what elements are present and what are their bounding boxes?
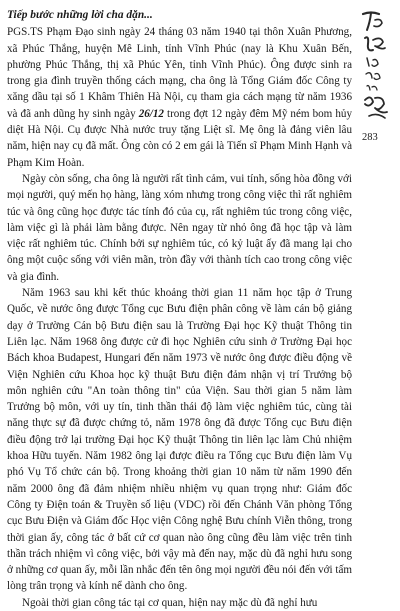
paragraph-1-text-b: trong đợt 12 ngày đêm Mỹ ném bom hủy diệt Hà Nội. Cụ được Nhà nước truy tặng Liệt sĩ. Mẹ ông là đảng viên lâu năm, hiện nay cụ đã mất. Ông còn có 2 em gái là Tiến sĩ Phạm Minh Hạnh và Phạm Kim Hoàn. [7, 107, 352, 169]
paragraph-1-text-a: PGS.TS Phạm Đạo sinh ngày 24 tháng 03 năm 1940 tại thôn Xuân Phương, xã Phúc Thắng, huyện Mê Linh, tỉnh Vĩnh Phúc (nay là Khu Xuân Bến, phường Phúc Thắng, thị xã Phúc Yên, tỉnh Vĩnh Phúc). Ông được sinh ra trong gia đình truyền thống cách mạng, cha ông là Tổng Giám đốc Công ty xăng dầu tại số 1 Khâm Thiên Hà Nội, cụ tham gia cách mạng từ năm 1936 và đã anh dũng hy sinh ngày [7, 26, 352, 120]
side-calligraphy-title [357, 8, 395, 128]
page-body [7, 7, 352, 611]
paragraph-1 [7, 24, 352, 171]
paragraph-4: Ngoài thời gian công tác tại cơ quan, hiện nay mặc dù đã nghỉ hưu [22, 596, 318, 609]
section-heading: Tiếp bước những lời cha dặn... [7, 9, 153, 21]
page-number: 283 [362, 132, 378, 143]
calligraphy-title-logo [357, 8, 395, 128]
paragraph-2: Ngày còn sống, cha ông là người rất tình cảm, vui tính, sống hòa đồng với mọi người, quý mến họ hàng, làng xóm nhưng trong công việc thì rất nghiêm túc và ông cũng học được tác tính đó của cụ, rất nghiêm túc trong công việc, làm việc gì là phải làm bằng được. Nên ngay từ nhỏ ông đã học tập và làm việc rất nghiêm túc. Chính bởi sự nghiêm túc, có kỷ luật ấy đã mang lại cho ông một cuộc sống với viên mãn, tròn đầy với thành tích cao trong công việc và gia đình. [7, 172, 352, 283]
paragraph-1-date: 26/12 [138, 107, 164, 120]
paragraph-3: Năm 1963 sau khi kết thúc khoảng thời gian 11 năm học tập ở Trung Quốc, về nước ông được Tổng cục Bưu điện phân công về làm cán bộ giảng dạy ở Trường Cán bộ Bưu điện sau là Trường Đại học Kỹ thuật Thông tin Liên lạc. Năm 1968 ông được cử đi học Nghiên cứu sinh ở Trường Đại học Bách khoa Budapest, Hungari đến năm 1973 về nước ông được điều động về Viện Nghiên cứu Khoa học kỹ thuật Bưu điện đảm nhận vị trí Trưởng bộ môn nghiên cứu "An toàn thông tin" của Viện. Sau thời gian 5 năm làm Trưởng bộ môn, với uy tín, tinh thần thái độ làm việc nghiêm túc, cùng tài năng thực sự đã được chứng tỏ, năm 1978 ông đã được Tổng cục Bưu điện điều động trở lại trường Đại học Kỹ thuật Thông tin liên lạc làm Chủ nhiệm khoa Hữu tuyến. Năm 1982 ông lại được điều ra Tổng cục Bưu điện làm Vụ phó Vụ Tổ chức cán bộ. Trong khoảng thời gian 10 năm từ năm 1990 đến năm 2000 ông đã đảm nhiệm nhiều nhiệm vụ quan trọng như: Giám đốc Công ty Điện toán & Truyền số liệu (VDC) rồi đến Chánh Văn phòng Tổng cục Bưu Điện và Giám đốc Học viện Công nghệ Bưu chính Viễn thông, trong thời gian ấy, công tác ở bất cứ cơ quan nào ông cũng đều làm việc trên tinh thần trách nhiệm vì công việc, bởi vậy mà đến nay, mặc dù đã nghỉ hưu song ở những cơ quan ấy, mỗi lần nhắc đến tên ông mọi người đều nói đến với tấm lòng trân trọng và kính nể dành cho ông. [7, 287, 352, 593]
